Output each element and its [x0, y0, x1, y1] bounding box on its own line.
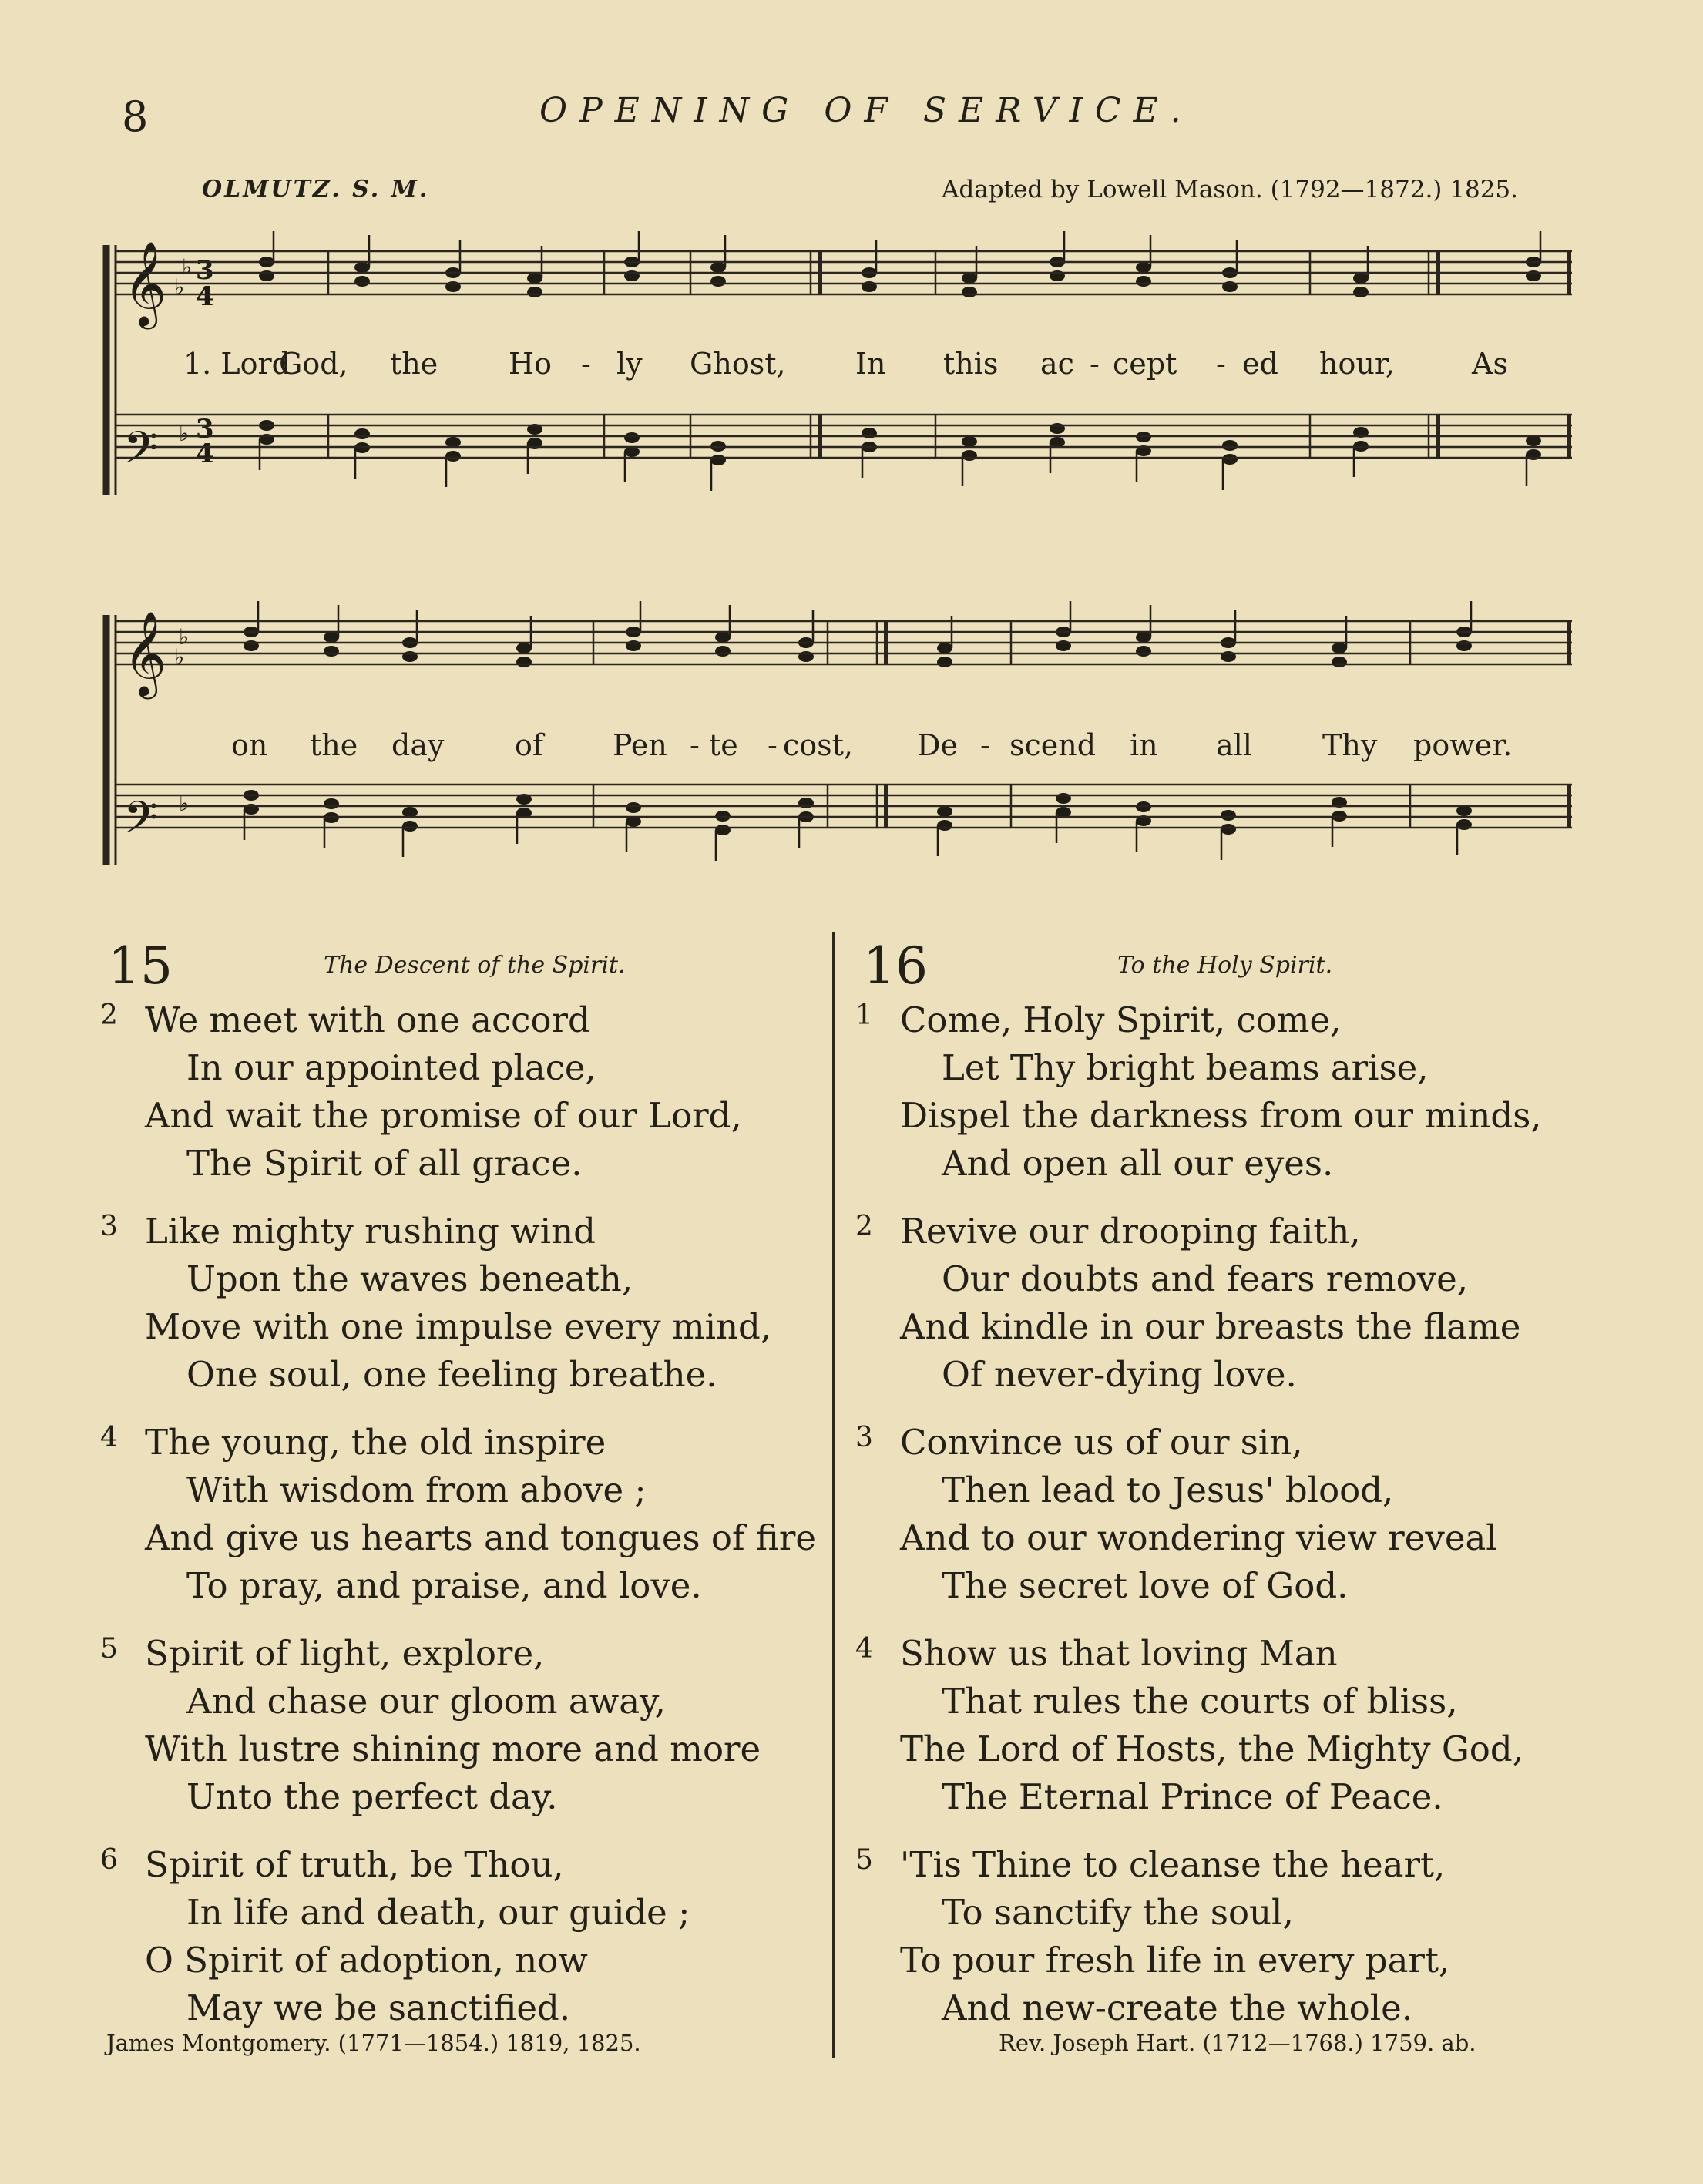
hymn-15-credit: James Montgomery. (1771—1854.) 1819, 1825. — [106, 2030, 641, 2056]
lyric-syllable: on — [231, 728, 268, 762]
stanza — [100, 1630, 816, 1821]
note-head — [715, 632, 731, 643]
lyric-syllable: - — [581, 347, 591, 381]
lyric-syllable: - — [690, 728, 700, 762]
lyric-syllable: God, — [279, 347, 348, 381]
lyric-syllable: the — [310, 728, 358, 762]
note-head — [1332, 657, 1347, 667]
lyric-syllable: - — [1090, 347, 1100, 381]
stanza-number: 1 — [855, 1000, 873, 1031]
note-head — [354, 262, 370, 273]
stanza-line: May we be sanctified. — [186, 1987, 571, 2028]
note-head — [710, 262, 726, 273]
stanza-number: 6 — [100, 1844, 118, 1876]
note-head — [1222, 440, 1238, 451]
stanza-line: Our doubts and fears remove, — [942, 1258, 1469, 1299]
stanza-line: One soul, one feeling breathe. — [186, 1354, 717, 1395]
lyric-syllable: ly — [616, 347, 643, 381]
lyric-syllable: ac — [1040, 347, 1074, 381]
hymn-15-stanzas — [100, 996, 816, 2052]
stanza-line: Let Thy bright beams arise, — [942, 1047, 1429, 1088]
page-number: 8 — [122, 92, 149, 141]
stanza-line: To pour fresh life in every part, — [900, 1940, 1450, 1981]
stanza — [855, 1841, 1542, 2032]
note-head — [324, 798, 339, 809]
stanza-line: Come, Holy Spirit, come, — [900, 1000, 1342, 1040]
stanza-line: The Eternal Prince of Peace. — [942, 1776, 1443, 1817]
hymn-number: 16 — [863, 936, 928, 996]
tune-attribution: Adapted by Lowell Mason. (1792—1872.) 1825. — [942, 176, 1518, 203]
stanza — [855, 1419, 1542, 1610]
svg-text:♭: ♭ — [174, 274, 185, 300]
note-head — [516, 657, 532, 667]
stanza-line: With lustre shining more and more — [145, 1729, 761, 1769]
svg-text:♭: ♭ — [179, 624, 190, 650]
hymn-subtitle: To the Holy Spirit. — [1117, 952, 1333, 979]
svg-text:𝄞: 𝄞 — [123, 241, 167, 326]
stanza-number: 3 — [100, 1211, 118, 1242]
stanza-line: With wisdom from above ; — [186, 1470, 647, 1510]
stanza-line: We meet with one accord — [145, 1000, 590, 1040]
lyric-syllable: all — [1216, 728, 1252, 762]
stanza — [100, 1841, 816, 2032]
note-head — [962, 450, 977, 461]
lyric-syllable: the — [390, 347, 438, 381]
note-head — [710, 276, 726, 287]
stanza-line: Then lead to Jesus' blood, — [942, 1470, 1394, 1510]
svg-text:3: 3 — [196, 414, 214, 445]
stanza — [100, 1419, 816, 1610]
note-head — [1353, 273, 1369, 284]
stanza-line: Unto the perfect day. — [186, 1776, 558, 1817]
note-head — [1222, 454, 1238, 465]
note-head — [527, 273, 542, 284]
lyric-syllable: - — [980, 728, 990, 762]
stanza — [855, 996, 1542, 1188]
note-head — [715, 646, 731, 657]
stanza-line: In life and death, our guide ; — [186, 1892, 690, 1933]
stanza-line: Revive our drooping faith, — [900, 1211, 1361, 1252]
stanza-number: 4 — [855, 1633, 873, 1665]
svg-text:♭: ♭ — [179, 421, 190, 446]
lyric-syllable: hour, — [1319, 347, 1395, 381]
note-head — [1136, 262, 1151, 273]
lyric-syllable: Ghost, — [690, 347, 786, 381]
stanza-line: To sanctify the soul, — [942, 1892, 1294, 1933]
note-head — [445, 451, 461, 462]
stanza-line: Upon the waves beneath, — [186, 1258, 633, 1299]
lyric-syllable: In — [855, 347, 886, 381]
lyric-syllable: in — [1130, 728, 1158, 762]
stanza-line: In our appointed place, — [186, 1047, 596, 1088]
note-head — [324, 646, 339, 657]
hymn-subtitle: The Descent of the Spirit. — [324, 952, 626, 979]
svg-text:♭: ♭ — [182, 254, 193, 280]
note-head — [1136, 276, 1151, 287]
stanza-line: Show us that loving Man — [900, 1633, 1338, 1674]
stanza-line: The secret love of God. — [942, 1565, 1349, 1606]
svg-text:4: 4 — [196, 438, 214, 469]
lyric-syllable: As — [1472, 347, 1508, 381]
stanza-line: And wait the promise of our Lord, — [145, 1095, 742, 1136]
section-title: OPENING OF SERVICE. — [539, 91, 1194, 130]
lyric-syllable: of — [515, 728, 543, 762]
stanza-line: And new-create the whole. — [942, 1987, 1413, 2028]
stanza-line: Dispel the darkness from our minds, — [900, 1095, 1542, 1136]
note-head — [624, 432, 640, 443]
column-divider — [832, 932, 835, 2058]
hymn-16-stanzas — [855, 996, 1542, 2052]
stanza — [855, 1630, 1542, 1821]
lyric-syllable: power. — [1413, 728, 1513, 762]
svg-text:𝄞: 𝄞 — [123, 611, 167, 696]
note-head — [937, 643, 952, 654]
note-head — [402, 821, 418, 832]
svg-text:𝄢: 𝄢 — [123, 791, 159, 855]
lyrics-line-1 — [0, 347, 1703, 385]
stanza — [100, 996, 816, 1188]
lyric-syllable: Pen — [613, 728, 667, 762]
lyric-syllable: - — [768, 728, 778, 762]
note-head — [626, 802, 641, 813]
lyric-syllable: scend — [1009, 728, 1097, 762]
lyric-syllable: Thy — [1322, 728, 1378, 762]
stanza-line: Like mighty rushing wind — [145, 1211, 596, 1252]
stanza-line: The young, the old inspire — [145, 1422, 606, 1463]
stanza — [100, 1208, 816, 1399]
stanza-number: 2 — [855, 1211, 873, 1242]
stanza-line: Move with one impulse every mind, — [145, 1306, 772, 1347]
stanza-line: Spirit of truth, be Thou, — [145, 1844, 564, 1885]
lyric-syllable: - — [1216, 347, 1226, 381]
stanza-line: Spirit of light, explore, — [145, 1633, 545, 1674]
note-head — [937, 657, 952, 667]
note-head — [1332, 643, 1347, 654]
note-head — [324, 632, 339, 643]
stanza-number: 5 — [855, 1844, 873, 1876]
lyric-syllable: ed — [1242, 347, 1278, 381]
stanza-number: 3 — [855, 1422, 873, 1453]
note-head — [1221, 810, 1236, 821]
lyric-syllable: De — [917, 728, 958, 762]
svg-text:♭: ♭ — [174, 644, 185, 670]
note-head — [1136, 632, 1151, 643]
stanza-line: And kindle in our breasts the flame — [900, 1306, 1521, 1347]
svg-text:3: 3 — [196, 255, 214, 286]
note-head — [962, 436, 977, 447]
hymn-16-credit: Rev. Joseph Hart. (1712—1768.) 1759. ab. — [999, 2030, 1476, 2056]
svg-text:4: 4 — [196, 281, 214, 312]
stanza-line: And chase our gloom away, — [186, 1681, 666, 1722]
stanza-line: The Spirit of all grace. — [186, 1143, 583, 1184]
stanza-number: 2 — [100, 1000, 118, 1031]
stanza-line: And give us hearts and tongues of fire — [145, 1517, 817, 1558]
stanza-line: Of never-dying love. — [942, 1354, 1297, 1395]
stanza-line: The Lord of Hosts, the Mighty God, — [900, 1729, 1524, 1769]
lyric-syllable: this — [943, 347, 999, 381]
lyric-syllable: cost, — [783, 728, 854, 762]
stanza-line: O Spirit of adoption, now — [145, 1940, 588, 1981]
note-head — [937, 820, 952, 831]
note-head — [962, 273, 977, 284]
note-head — [1136, 646, 1151, 657]
lyric-syllable: te — [709, 728, 738, 762]
note-head — [527, 287, 542, 297]
stanza-line: And open all our eyes. — [942, 1143, 1334, 1184]
lyric-syllable: 1. Lord — [183, 347, 291, 381]
svg-text:♭: ♭ — [179, 791, 190, 816]
lyric-syllable: day — [391, 728, 445, 762]
stanza-line: And to our wondering view reveal — [900, 1517, 1497, 1558]
note-head — [354, 428, 370, 439]
note-head — [1353, 287, 1369, 297]
stanza-number: 5 — [100, 1633, 118, 1665]
stanza-line: That rules the courts of bliss, — [942, 1681, 1458, 1722]
note-head — [1221, 824, 1236, 835]
stanza-line: To pray, and praise, and love. — [186, 1565, 702, 1606]
note-head — [516, 643, 532, 654]
note-head — [937, 806, 952, 817]
tune-name: OLMUTZ. S. M. — [202, 176, 430, 203]
lyric-syllable: cept — [1113, 347, 1177, 381]
svg-text:𝄢: 𝄢 — [123, 422, 159, 485]
stanza-line: Convince us of our sin, — [900, 1422, 1303, 1463]
hymn-number: 15 — [108, 936, 173, 996]
stanza-line: 'Tis Thine to cleanse the heart, — [900, 1844, 1446, 1885]
lyric-syllable: Ho — [509, 347, 553, 381]
note-head — [962, 287, 977, 297]
stanza — [855, 1208, 1542, 1399]
stanza-number: 4 — [100, 1422, 118, 1453]
lyrics-line-2 — [0, 728, 1703, 767]
note-head — [710, 455, 726, 465]
note-head — [354, 276, 370, 287]
note-head — [715, 825, 731, 835]
